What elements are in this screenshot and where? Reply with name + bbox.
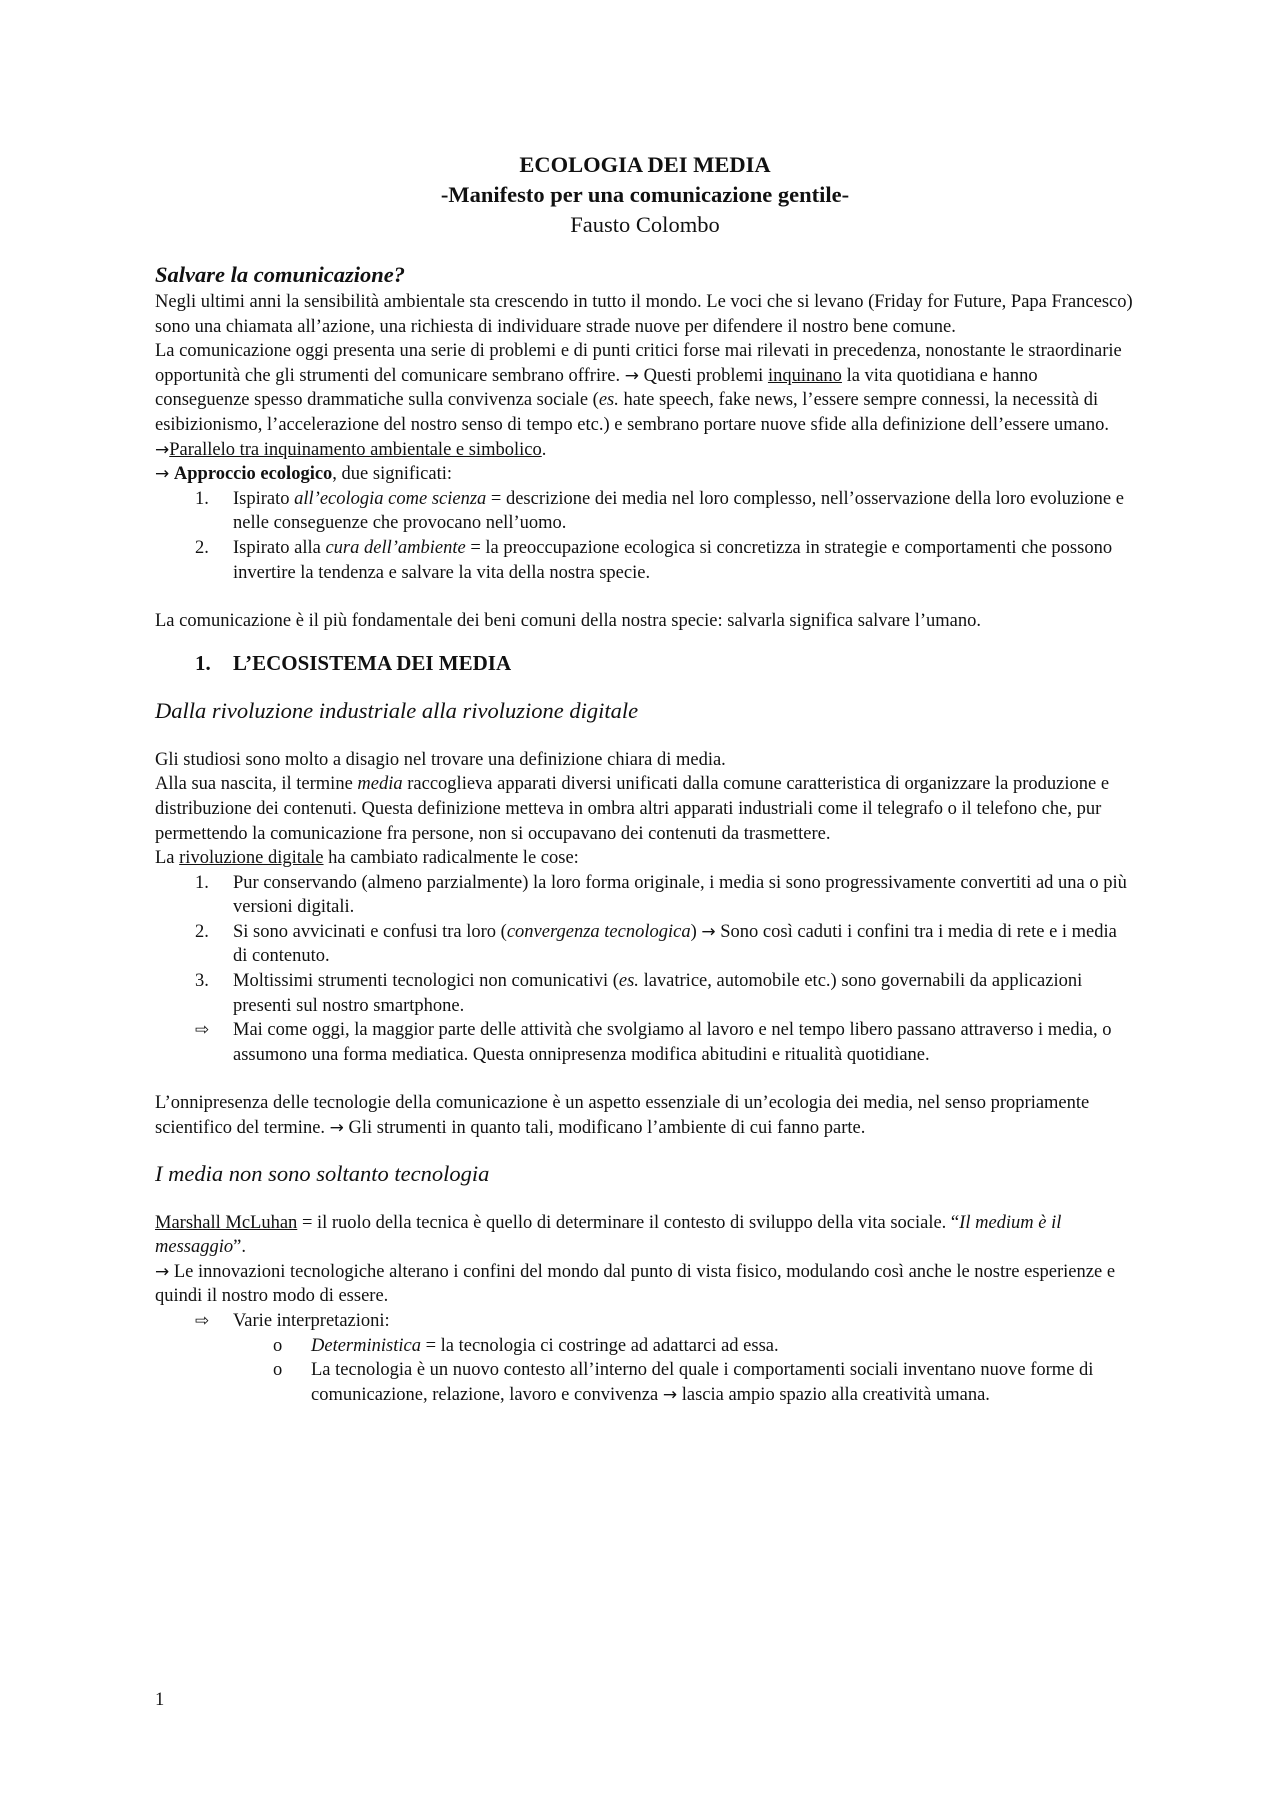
list-item [155, 871, 1135, 920]
spacer [155, 1067, 1135, 1091]
list-item [155, 1309, 1135, 1334]
italic-term: convergenza tecnologica [506, 921, 691, 942]
page-number: 1 [155, 1690, 165, 1710]
spacer [155, 585, 1135, 609]
italic-term: cura dell’ambiente [325, 537, 466, 558]
text-span: La [155, 848, 180, 869]
text-span: Le innovazioni tecnologiche alterano i confini del mondo dal punto di vista fisico, modulando così anche le nostre esperienze e quindi il nostro modo di essere. [155, 1261, 1116, 1307]
text-span: raccoglieva apparati diversi unificati dalla comune caratteristica di organizzare la produzione e distribuzione dei contenuti. Questa definizione metteva in ombra altri apparati industriali come il telegrafo o il telefono che, pur permettendo la comunicazione fra persone, non si occupavano dei contenuti da trasmettere. [155, 774, 1110, 844]
paragraph-intro: Negli ultimi anni la sensibilità ambientale sta crescendo in tutto il mondo. Le voci che si levano (Friday for Future, Papa Francesco) sono una chiamata all’azione, una richiesta di individuare strade nuove per difendere il nostro bene comune. [155, 292, 1133, 337]
paragraph-mcluhan [155, 1211, 1135, 1260]
document-page [155, 150, 1135, 1407]
text-span: hate speech, fake news, l’essere sempre connessi, la necessità di esibizionismo, l’accelerazione del nostro senso di tempo etc.) e sembrano portare nuove sfide alla definizione dell’essere umano. [155, 390, 1109, 435]
text-span: = la tecnologia ci costringe ad adattarci ad essa. [420, 1335, 779, 1356]
document-subtitle: -Manifesto per una comunicazione gentile- [440, 182, 850, 207]
bold-term: Approccio ecologico [173, 464, 333, 485]
underlined-term: Parallelo tra inquinamento ambientale e simbolico [169, 439, 542, 460]
arrow-right-icon: → [155, 1261, 170, 1282]
text-span: Questi problemi [638, 365, 768, 386]
text-span: = la preoccupazione ecologica si concretizza in strategie e comportamenti che possono invertire la tendenza e salvare la vita della nostra specie. [233, 537, 1113, 583]
subheading-rivoluzione: Dalla rivoluzione industriale alla rivoluzione digitale [155, 697, 639, 723]
text-span: = descrizione dei media nel loro complesso, nell’osservazione della loro evoluzione e nelle conseguenze che provocano nell’uomo. [233, 488, 1124, 534]
interpretations-sublist [155, 1334, 1135, 1408]
paragraph-media-origin [155, 772, 1135, 846]
arrow-right-icon: → [624, 365, 639, 386]
list-item [155, 1018, 1135, 1067]
circle-bullet-icon: o [273, 1335, 283, 1356]
italic-term: es. [618, 971, 639, 992]
list-item [155, 1358, 1135, 1407]
text-span: Mai come oggi, la maggior parte delle attività che svolgiamo al lavoro e nel tempo libero passano attraverso i media, o assumono una forma mediatica. Questa onnipresenza modifica abitudini e ritualità quotidiane. [233, 1020, 1112, 1065]
paragraph-innovations [155, 1260, 1135, 1309]
digital-list [155, 871, 1135, 1019]
list-number: 2. [195, 537, 209, 558]
text-span: La comunicazione oggi presenta una serie di problemi e di punti critici forse mai rilevati in precedenza, nonostante le straordinarie opportunità che gli strumenti del comunicare sembrano offrire. [155, 341, 1122, 386]
text-span: Pur conservando (almeno parzialmente) la loro forma originale, i media si sono progressivamente convertiti ad una o più versioni digitali. [233, 872, 1127, 918]
subheading-tecnologia: I media non sono soltanto tecnologia [155, 1160, 490, 1186]
italic-term: media [357, 774, 403, 795]
interpretations-list [155, 1309, 1135, 1334]
text-span: Si sono avvicinati e confusi tra loro ( [233, 921, 507, 942]
list-number: 1. [195, 872, 209, 893]
text-span: ha cambiato radicalmente le cose: [323, 848, 579, 869]
text-span: La tecnologia è un nuovo contesto all’interno del quale i comportamenti sociali inventano nuove forme di comunicazione, relazione, lavoro e convivenza [311, 1360, 1094, 1405]
document-author: Fausto Colombo [570, 212, 720, 237]
chapter-heading [155, 648, 1135, 678]
text-span: la vita quotidiana e hanno conseguenze spesso drammatiche sulla convivenza sociale ( [155, 365, 1038, 411]
text-span: Ispirato alla [233, 537, 326, 558]
section-heading-salvare: Salvare la comunicazione? [155, 262, 406, 287]
chapter-number: 1. [195, 650, 211, 675]
text-span: . [541, 439, 547, 460]
text-span: Ispirato [233, 488, 295, 509]
text-span: lavatrice, automobile etc.) sono governabili da applicazioni presenti sul nostro smartphone. [233, 971, 1083, 1016]
paragraph-closing: La comunicazione è il più fondamentale dei beni comuni della nostra specie: salvarla significa salvare l’umano. [155, 611, 982, 632]
arrow-right-icon: → [155, 439, 170, 460]
list-number: 2. [195, 921, 209, 942]
list-item [155, 1334, 1135, 1359]
arrow-right-icon: → [701, 921, 716, 942]
text-span: = il ruolo della tecnica è quello di determinare il contesto di sviluppo della vita sociale. “ [297, 1212, 960, 1233]
list-item [155, 536, 1135, 585]
text-span: ) [690, 921, 702, 942]
document-title: ECOLOGIA DEI MEDIA [519, 152, 771, 177]
title-block [155, 150, 1135, 240]
hollow-arrow-icon: ⇨ [195, 1020, 210, 1041]
text-span: lascia ampio spazio alla creatività umana. [677, 1384, 990, 1405]
list-item [155, 920, 1135, 969]
text-span: Varie interpretazioni: [233, 1311, 390, 1331]
paragraph-parallel [155, 438, 1135, 463]
paragraph-omnipresence [155, 1091, 1135, 1140]
text-span: , due significati: [332, 464, 453, 485]
paragraph-definition: Gli studiosi sono molto a disagio nel trovare una definizione chiara di media. [155, 749, 726, 770]
list-item [155, 487, 1135, 536]
italic-term: Il medium è il messaggio [155, 1212, 1062, 1258]
italic-term: es. [598, 390, 619, 411]
arrow-right-icon: → [662, 1384, 678, 1405]
italic-term: all’ecologia come scienza [294, 488, 487, 509]
chapter-title: L’ECOSISTEMA DEI MEDIA [233, 650, 512, 675]
hollow-arrow-icon: ⇨ [195, 1311, 210, 1331]
list-number: 3. [195, 971, 209, 992]
text-span: ”. [233, 1237, 246, 1258]
paragraph-problems [155, 339, 1135, 437]
text-span: Sono così caduti i confini tra i media di rete e i media di contenuto. [233, 921, 1117, 967]
circle-bullet-icon: o [273, 1360, 283, 1381]
underlined-term: Marshall McLuhan [155, 1212, 298, 1233]
digital-conclusion-list [155, 1018, 1135, 1067]
italic-term: Deterministica [311, 1335, 421, 1356]
paragraph-approach [155, 462, 1135, 487]
text-span: Alla sua nascita, il termine [155, 774, 358, 795]
text-span: Moltissimi strumenti tecnologici non comunicativi ( [233, 971, 619, 992]
arrow-right-icon: → [155, 464, 170, 485]
paragraph-digital-revolution [155, 846, 1135, 871]
text-span: Gli strumenti in quanto tali, modificano l’ambiente di cui fanno parte. [343, 1118, 866, 1139]
arrow-right-icon: → [329, 1118, 344, 1139]
text-span: L’onnipresenza delle tecnologie della comunicazione è un aspetto essenziale di un’ecologia dei media, nel senso propriamente scientifico del termine. [155, 1093, 1090, 1139]
list-number: 1. [195, 488, 209, 509]
list-item [155, 969, 1135, 1018]
underlined-term: inquinano [767, 365, 842, 386]
underlined-term: rivoluzione digitale [179, 848, 324, 869]
approach-list [155, 487, 1135, 585]
